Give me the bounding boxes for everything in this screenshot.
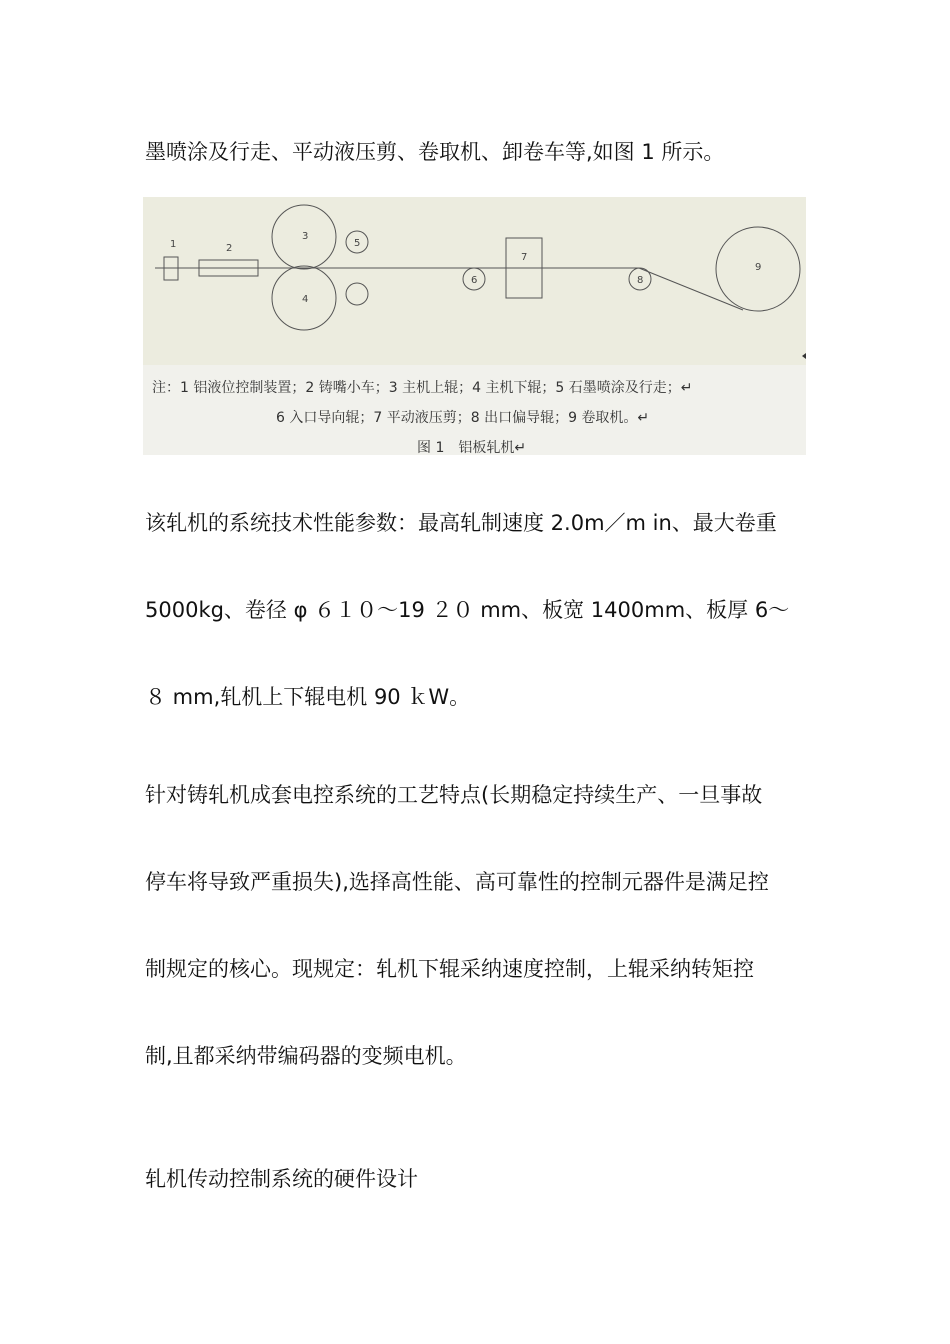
- rolling-mill-figure: [143, 197, 806, 455]
- label-4: 4: [302, 294, 309, 305]
- label-7: 7: [521, 252, 528, 263]
- paragraph-line-5: 针对铸轧机成套电控系统的工艺特点(长期稳定持续生产、一旦事故: [145, 783, 763, 807]
- label-5: 5: [354, 238, 361, 249]
- paragraph-line-8: 制,且都采纳带编码器的变频电机。: [145, 1044, 467, 1068]
- label-2: 2: [226, 243, 233, 254]
- paragraph-line-3: 5000kg、卷径 φ ６１０～19 ２０ mm、板宽 1400mm、板厚 6～: [145, 598, 790, 622]
- paragraph-line-6: 停车将导致严重损失),选择高性能、高可靠性的控制元器件是满足控: [145, 870, 769, 894]
- label-8: 8: [637, 275, 644, 286]
- paragraph-line-1: 墨喷涂及行走、平动液压剪、卷取机、卸卷车等,如图 1 所示。: [145, 140, 725, 164]
- figure-caption: 图 1 铝板轧机↵: [417, 440, 527, 456]
- figure-note-line-2: 6 入口导向辊；7 平动液压剪；8 出口偏导辊；9 卷取机。↵: [276, 410, 650, 426]
- label-3: 3: [302, 231, 309, 242]
- label-9: 9: [755, 262, 762, 273]
- figure-note-line-1: 注：1 铝液位控制装置；2 铸嘴小车；3 主机上辊；4 主机下辊；5 石墨喷涂及行走；↵: [152, 380, 693, 396]
- label-6: 6: [471, 275, 478, 286]
- paragraph-line-7: 制规定的核心。现规定：轧机下辊采纳速度控制，上辊采纳转矩控: [145, 957, 754, 981]
- paragraph-line-4: ８ mm,轧机上下辊电机 90 ｋW。: [145, 685, 471, 709]
- section-heading: 轧机传动控制系统的硬件设计: [145, 1167, 418, 1191]
- label-1: 1: [170, 239, 177, 250]
- paragraph-line-2: 该轧机的系统技术性能参数：最高轧制速度 2.0m／m in、最大卷重: [145, 511, 777, 535]
